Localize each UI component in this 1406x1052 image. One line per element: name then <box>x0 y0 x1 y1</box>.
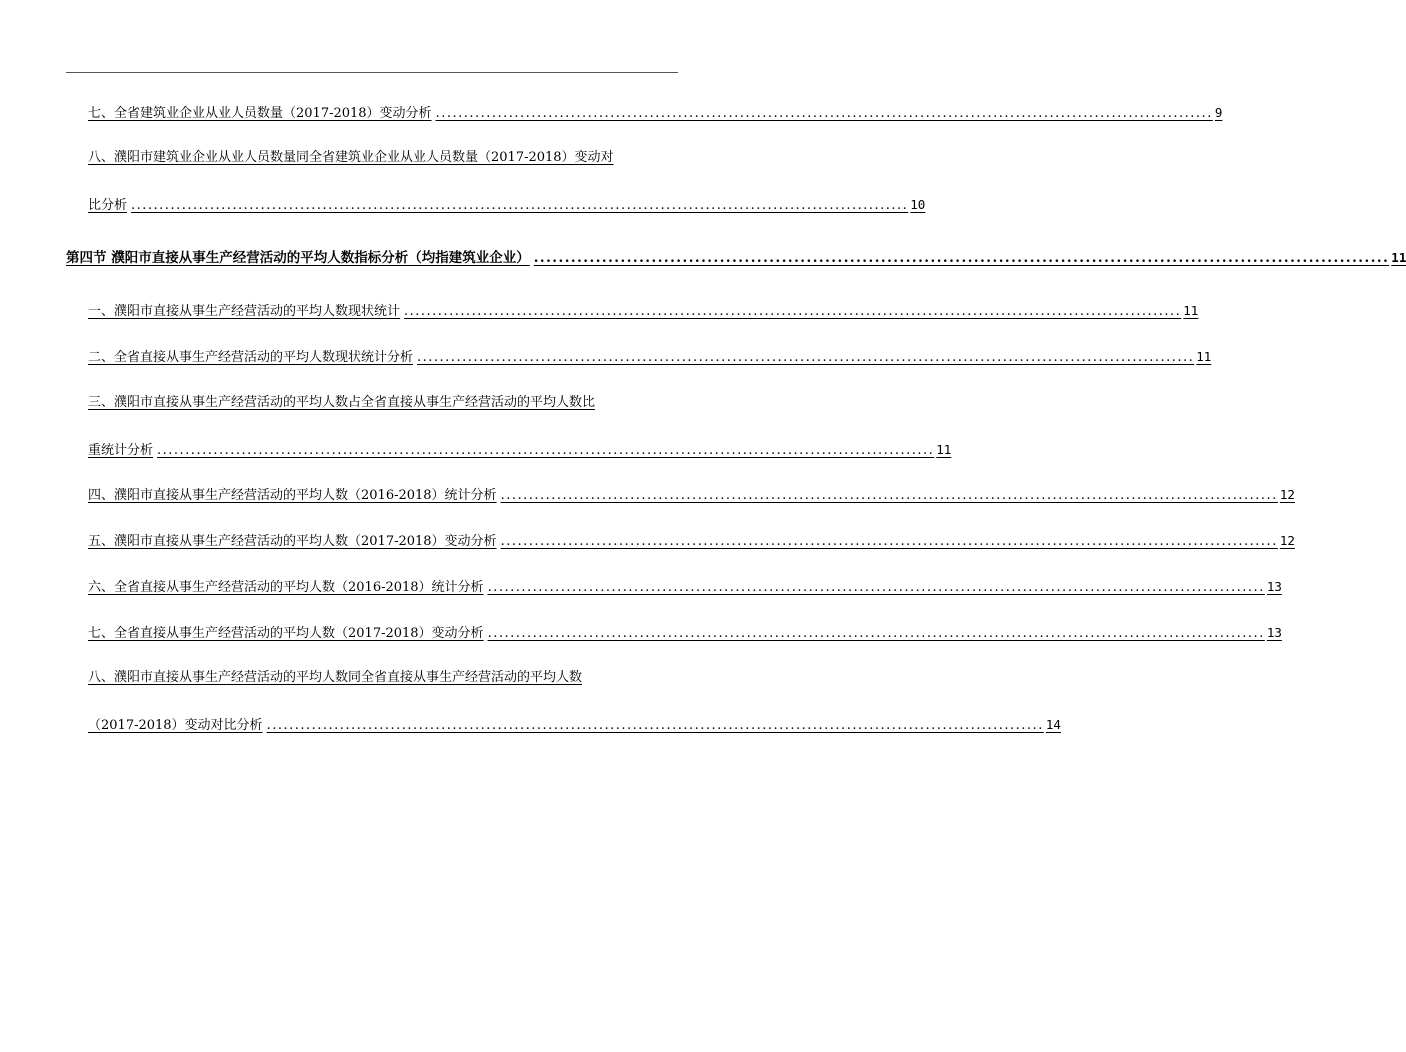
toc-leader-dots: .......................................................................................................................................... <box>500 488 1278 503</box>
toc-entry-title: 八、濮阳市建筑业企业从业人员数量同全省建筑业企业从业人员数量（2017-2018）变动对 <box>88 150 614 165</box>
toc-entry-7-province-2017-2018[interactable] <box>88 624 1282 643</box>
toc-entry-title-continued: 比分析 <box>88 198 128 213</box>
toc-entry-7-province-employees-change[interactable] <box>88 104 1223 123</box>
toc-page-number: 10 <box>910 197 926 212</box>
toc-entry-title: 七、全省建筑业企业从业人员数量（2017-2018）变动分析 <box>88 106 432 121</box>
toc-entry-1-puyang-current[interactable] <box>88 302 1199 321</box>
toc-entry-8-puyang-vs-province-employees-line2[interactable] <box>88 196 926 215</box>
toc-leader-dots: .......................................................................................................................................... <box>157 443 935 458</box>
toc-page-number: 14 <box>1045 717 1061 732</box>
toc-entry-title: 三、濮阳市直接从事生产经营活动的平均人数占全省直接从事生产经营活动的平均人数比 <box>88 395 596 410</box>
toc-entry-title: 八、濮阳市直接从事生产经营活动的平均人数同全省直接从事生产经营活动的平均人数 <box>88 670 583 685</box>
toc-page-number: 13 <box>1266 625 1282 640</box>
toc-entry-8-puyang-vs-province-line2[interactable] <box>88 716 1061 735</box>
toc-page-number: 12 <box>1279 533 1295 548</box>
toc-entry-6-province-2016-2018[interactable] <box>88 578 1282 597</box>
toc-entry-title: 六、全省直接从事生产经营活动的平均人数（2016-2018）统计分析 <box>88 580 484 595</box>
toc-leader-dots: .......................................................................................................................................... <box>435 106 1213 121</box>
toc-leader-dots: .......................................................................................................................................... <box>487 580 1265 595</box>
toc-page-number: 11 <box>1183 303 1199 318</box>
toc-leader-dots: .......................................................................................................................................... <box>404 304 1182 319</box>
toc-leader-dots: .......................................................................................................................................... <box>266 718 1044 733</box>
toc-entry-title: 一、濮阳市直接从事生产经营活动的平均人数现状统计 <box>88 304 401 319</box>
toc-entry-title-continued: （2017-2018）变动对比分析 <box>88 718 263 733</box>
toc-entry-2-province-current[interactable] <box>88 348 1212 367</box>
toc-page-number: 12 <box>1279 487 1295 502</box>
toc-entry-title-continued: 重统计分析 <box>88 443 154 458</box>
toc-page-number: 11 <box>1196 349 1212 364</box>
toc-section-title: 第四节 濮阳市直接从事生产经营活动的平均人数指标分析（均指建筑业企业） <box>66 250 530 266</box>
toc-leader-dots: .......................................................................................................................................... <box>500 534 1278 549</box>
toc-entry-title: 二、全省直接从事生产经营活动的平均人数现状统计分析 <box>88 350 414 365</box>
toc-entry-8-puyang-vs-province-line1[interactable] <box>88 669 676 687</box>
toc-page-number: 11 <box>936 442 952 457</box>
toc-page-number: 11 <box>1391 250 1406 265</box>
toc-entry-3-puyang-share-line1[interactable] <box>88 394 676 412</box>
toc-entry-title: 五、濮阳市直接从事生产经营活动的平均人数（2017-2018）变动分析 <box>88 534 497 549</box>
toc-leader-dots: .......................................................................................................................................... <box>417 350 1195 365</box>
toc-entry-title: 四、濮阳市直接从事生产经营活动的平均人数（2016-2018）统计分析 <box>88 488 497 503</box>
toc-page-number: 13 <box>1266 579 1282 594</box>
toc-entry-5-puyang-2017-2018[interactable] <box>88 532 1295 551</box>
header-rule <box>66 72 678 73</box>
toc-page-number: 9 <box>1214 105 1223 120</box>
toc-entry-3-puyang-share-line2[interactable] <box>88 441 952 460</box>
toc-leader-dots: .......................................................................................................................................... <box>533 250 1390 266</box>
toc-section-4-heading[interactable] <box>66 249 1406 267</box>
toc-entry-title: 七、全省直接从事生产经营活动的平均人数（2017-2018）变动分析 <box>88 626 484 641</box>
toc-leader-dots: .......................................................................................................................................... <box>487 626 1265 641</box>
toc-leader-dots: .......................................................................................................................................... <box>131 198 909 213</box>
toc-entry-4-puyang-2016-2018[interactable] <box>88 486 1295 505</box>
toc-entry-8-puyang-vs-province-employees-line1[interactable] <box>88 149 676 167</box>
